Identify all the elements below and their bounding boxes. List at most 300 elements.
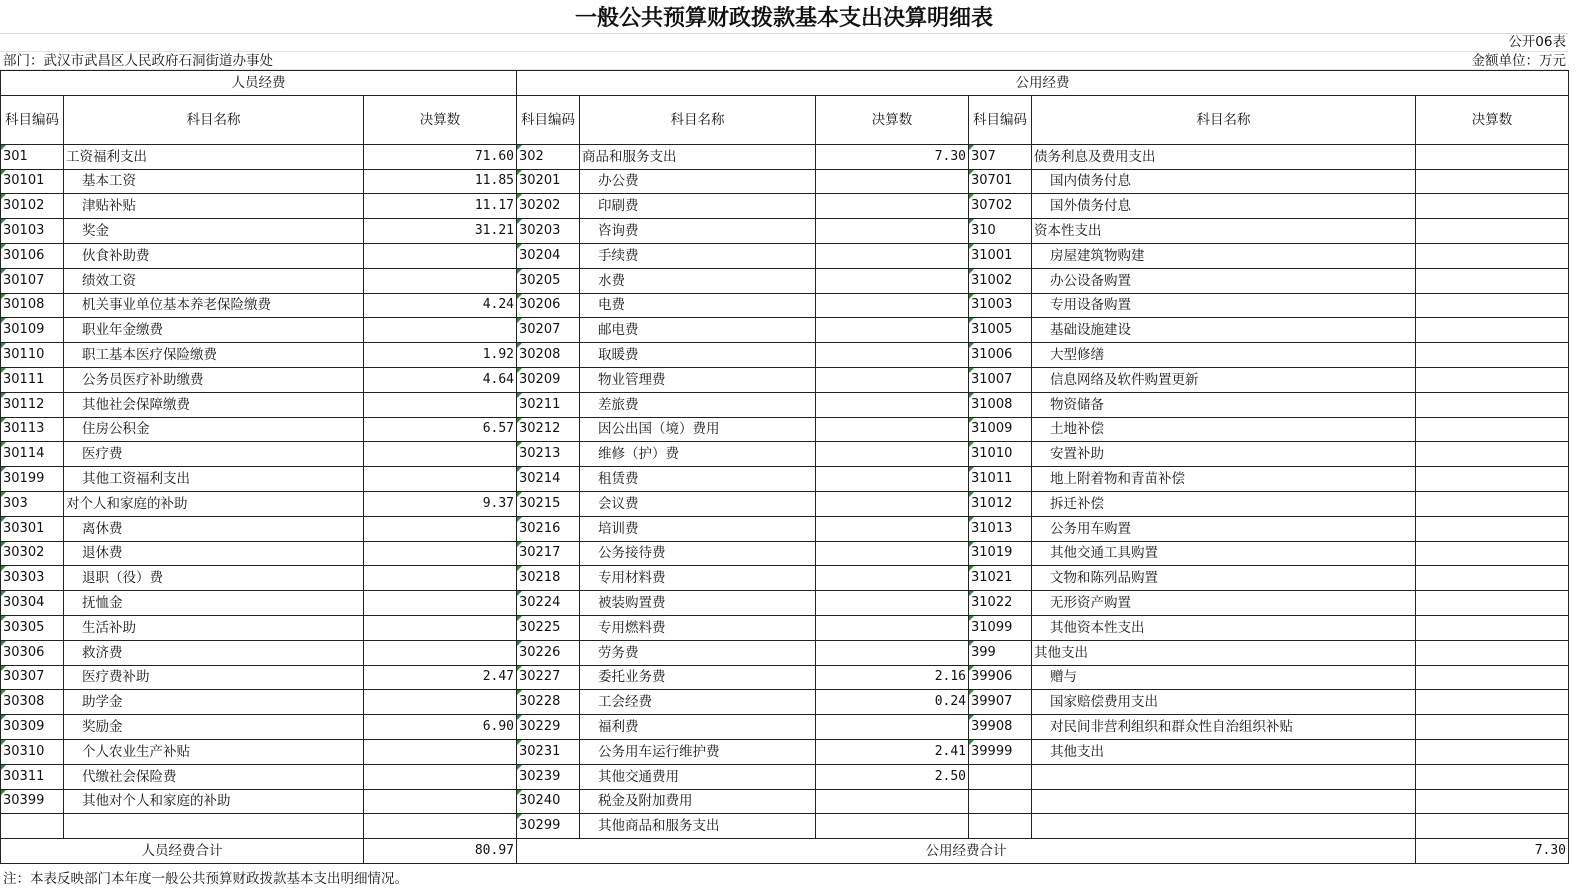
amount-cell[interactable] xyxy=(1416,417,1569,442)
table-row xyxy=(1,566,1569,591)
subject-code-cell[interactable]: 30202 xyxy=(517,194,580,219)
subject-code-cell[interactable]: 31002 xyxy=(969,268,1032,293)
amount-cell[interactable]: 4.64 xyxy=(364,367,517,392)
amount-cell[interactable] xyxy=(1416,789,1569,814)
subject-name-cell[interactable] xyxy=(1032,814,1416,839)
subject-code-cell[interactable]: 302 xyxy=(517,144,580,169)
table-note: 注：本表反映部门本年度一般公共预算财政拨款基本支出明细情况。 xyxy=(3,871,408,887)
subject-code-cell[interactable]: 30208 xyxy=(517,343,580,368)
subject-name-cell[interactable]: 无形资产购置 xyxy=(1032,591,1416,616)
subject-name-cell[interactable]: 其他商品和服务支出 xyxy=(580,814,816,839)
table-row xyxy=(1,169,1569,194)
amount-cell[interactable] xyxy=(816,392,969,417)
amount-cell[interactable] xyxy=(1416,268,1569,293)
subject-name-cell[interactable]: 邮电费 xyxy=(580,318,816,343)
subject-code-cell[interactable]: 30299 xyxy=(517,814,580,839)
amount-cell[interactable] xyxy=(1416,516,1569,541)
subject-name-cell[interactable]: 生活补助 xyxy=(64,615,364,640)
subject-name-cell[interactable]: 绩效工资 xyxy=(64,268,364,293)
subject-code-cell[interactable]: 31011 xyxy=(969,467,1032,492)
subject-code-cell[interactable]: 307 xyxy=(969,144,1032,169)
amount-cell[interactable] xyxy=(1416,318,1569,343)
subject-name-cell[interactable]: 专用燃料费 xyxy=(580,615,816,640)
table-row xyxy=(1,814,1569,839)
subject-code-cell[interactable]: 30308 xyxy=(1,690,64,715)
subject-code-cell[interactable]: 31019 xyxy=(969,541,1032,566)
amount-cell[interactable] xyxy=(1416,715,1569,740)
subject-code-cell[interactable]: 30103 xyxy=(1,219,64,244)
subject-code-cell[interactable]: 30204 xyxy=(517,243,580,268)
subject-name-cell[interactable]: 公务接待费 xyxy=(580,541,816,566)
subject-code-cell[interactable]: 30310 xyxy=(1,739,64,764)
amount-cell[interactable] xyxy=(1416,243,1569,268)
amount-cell[interactable] xyxy=(1416,144,1569,169)
subject-name-cell[interactable]: 医疗费补助 xyxy=(64,665,364,690)
table-row xyxy=(1,591,1569,616)
table-row xyxy=(1,392,1569,417)
subject-code-cell[interactable]: 30213 xyxy=(517,442,580,467)
amount-cell[interactable] xyxy=(816,169,969,194)
table-row xyxy=(1,268,1569,293)
subject-code-cell[interactable]: 31021 xyxy=(969,566,1032,591)
department-label: 部门：武汉市武昌区人民政府石洞街道办事处 xyxy=(3,53,273,69)
subject-name-cell[interactable]: 对民间非营利组织和群众性自治组织补贴 xyxy=(1032,715,1416,740)
expenditure-table xyxy=(0,70,1569,864)
col-name-header: 科目名称 xyxy=(1032,95,1416,144)
subject-code-cell[interactable]: 39999 xyxy=(969,739,1032,764)
amount-cell[interactable] xyxy=(1416,194,1569,219)
subject-code-cell[interactable] xyxy=(969,789,1032,814)
page-title: 一般公共预算财政拨款基本支出决算明细表 xyxy=(0,0,1568,34)
amount-cell[interactable] xyxy=(364,764,517,789)
subject-name-cell[interactable]: 大型修缮 xyxy=(1032,343,1416,368)
amount-cell[interactable]: 11.17 xyxy=(364,194,517,219)
subject-name-cell[interactable]: 取暖费 xyxy=(580,343,816,368)
subject-code-cell[interactable]: 30309 xyxy=(1,715,64,740)
subject-code-cell[interactable]: 30224 xyxy=(517,591,580,616)
subject-name-cell[interactable]: 工会经费 xyxy=(580,690,816,715)
subject-code-cell[interactable]: 30112 xyxy=(1,392,64,417)
subject-code-cell[interactable]: 30306 xyxy=(1,640,64,665)
subject-name-cell[interactable]: 基本工资 xyxy=(64,169,364,194)
subject-name-cell[interactable]: 国外债务付息 xyxy=(1032,194,1416,219)
amount-cell[interactable] xyxy=(1416,169,1569,194)
table-row xyxy=(1,318,1569,343)
subject-code-cell[interactable]: 30226 xyxy=(517,640,580,665)
subject-name-cell[interactable]: 办公费 xyxy=(580,169,816,194)
subject-code-cell[interactable]: 30229 xyxy=(517,715,580,740)
subject-code-cell[interactable]: 30214 xyxy=(517,467,580,492)
subject-name-cell[interactable]: 咨询费 xyxy=(580,219,816,244)
subject-name-cell[interactable]: 退职（役）费 xyxy=(64,566,364,591)
subject-name-cell[interactable]: 办公设备购置 xyxy=(1032,268,1416,293)
public-total-value: 7.30 xyxy=(1416,839,1569,864)
subject-code-cell[interactable]: 30399 xyxy=(1,789,64,814)
subject-code-cell[interactable]: 30215 xyxy=(517,491,580,516)
subject-code-cell[interactable]: 310 xyxy=(969,219,1032,244)
subject-name-cell[interactable] xyxy=(64,814,364,839)
amount-cell[interactable] xyxy=(364,318,517,343)
subject-code-cell[interactable]: 30231 xyxy=(517,739,580,764)
subject-name-cell[interactable]: 房屋建筑物购建 xyxy=(1032,243,1416,268)
amount-cell[interactable] xyxy=(1416,739,1569,764)
col-code-header: 科目编码 xyxy=(969,95,1032,144)
amount-cell[interactable]: 2.41 xyxy=(816,739,969,764)
col-amount-header: 决算数 xyxy=(364,95,517,144)
table-row xyxy=(1,417,1569,442)
subject-name-cell[interactable]: 抚恤金 xyxy=(64,591,364,616)
amount-cell[interactable] xyxy=(364,566,517,591)
subject-code-cell[interactable]: 30217 xyxy=(517,541,580,566)
subject-code-cell[interactable]: 30110 xyxy=(1,343,64,368)
col-name-header: 科目名称 xyxy=(580,95,816,144)
amount-cell[interactable]: 1.92 xyxy=(364,343,517,368)
subject-name-cell[interactable]: 差旅费 xyxy=(580,392,816,417)
table-row xyxy=(1,715,1569,740)
subject-name-cell[interactable]: 商品和服务支出 xyxy=(580,144,816,169)
subject-code-cell[interactable]: 30701 xyxy=(969,169,1032,194)
subject-name-cell[interactable]: 福利费 xyxy=(580,715,816,740)
subject-code-cell[interactable]: 31013 xyxy=(969,516,1032,541)
amount-cell[interactable]: 6.57 xyxy=(364,417,517,442)
amount-cell[interactable]: 9.37 xyxy=(364,491,517,516)
subject-code-cell[interactable]: 30227 xyxy=(517,665,580,690)
subject-code-cell[interactable]: 30211 xyxy=(517,392,580,417)
subject-name-cell[interactable] xyxy=(1032,789,1416,814)
amount-cell[interactable] xyxy=(816,491,969,516)
subject-name-cell[interactable]: 奖金 xyxy=(64,219,364,244)
subject-name-cell[interactable]: 其他支出 xyxy=(1032,739,1416,764)
subject-name-cell[interactable]: 地上附着物和青苗补偿 xyxy=(1032,467,1416,492)
table-row xyxy=(1,764,1569,789)
subject-code-cell[interactable] xyxy=(969,764,1032,789)
subject-name-cell[interactable]: 专用设备购置 xyxy=(1032,293,1416,318)
subject-name-cell[interactable]: 住房公积金 xyxy=(64,417,364,442)
amount-cell[interactable] xyxy=(816,615,969,640)
amount-cell[interactable] xyxy=(364,615,517,640)
subject-name-cell[interactable]: 助学金 xyxy=(64,690,364,715)
subject-name-cell[interactable]: 拆迁补偿 xyxy=(1032,491,1416,516)
subject-code-cell[interactable]: 30205 xyxy=(517,268,580,293)
amount-cell[interactable] xyxy=(1416,566,1569,591)
subject-name-cell[interactable]: 物资储备 xyxy=(1032,392,1416,417)
subject-code-cell[interactable]: 31005 xyxy=(969,318,1032,343)
subject-name-cell[interactable]: 其他对个人和家庭的补助 xyxy=(64,789,364,814)
subject-code-cell[interactable]: 31003 xyxy=(969,293,1032,318)
subject-name-cell[interactable]: 信息网络及软件购置更新 xyxy=(1032,367,1416,392)
table-row xyxy=(1,615,1569,640)
subject-code-cell[interactable]: 30311 xyxy=(1,764,64,789)
amount-cell[interactable] xyxy=(816,442,969,467)
subject-name-cell[interactable]: 医疗费 xyxy=(64,442,364,467)
amount-cell[interactable] xyxy=(1416,367,1569,392)
subject-code-cell[interactable]: 303 xyxy=(1,491,64,516)
table-row xyxy=(1,690,1569,715)
subject-code-cell[interactable]: 31009 xyxy=(969,417,1032,442)
amount-cell[interactable] xyxy=(364,392,517,417)
amount-cell[interactable] xyxy=(1416,467,1569,492)
subject-name-cell[interactable]: 离休费 xyxy=(64,516,364,541)
amount-cell[interactable]: 0.24 xyxy=(816,690,969,715)
col-name-header: 科目名称 xyxy=(64,95,364,144)
amount-cell[interactable] xyxy=(1416,665,1569,690)
subject-name-cell[interactable]: 工资福利支出 xyxy=(64,144,364,169)
subject-code-cell[interactable]: 31007 xyxy=(969,367,1032,392)
subject-code-cell[interactable]: 39906 xyxy=(969,665,1032,690)
subject-code-cell[interactable]: 39908 xyxy=(969,715,1032,740)
subject-code-cell[interactable]: 30101 xyxy=(1,169,64,194)
subject-name-cell[interactable]: 债务利息及费用支出 xyxy=(1032,144,1416,169)
subject-code-cell[interactable]: 31010 xyxy=(969,442,1032,467)
amount-cell[interactable] xyxy=(816,640,969,665)
table-row xyxy=(1,343,1569,368)
amount-cell[interactable] xyxy=(816,541,969,566)
amount-cell[interactable] xyxy=(1416,219,1569,244)
col-amount-header: 决算数 xyxy=(1416,95,1569,144)
subject-name-cell[interactable]: 其他资本性支出 xyxy=(1032,615,1416,640)
subject-name-cell[interactable]: 专用材料费 xyxy=(580,566,816,591)
subject-name-cell[interactable]: 税金及附加费用 xyxy=(580,789,816,814)
amount-cell[interactable] xyxy=(816,194,969,219)
subject-name-cell[interactable]: 租赁费 xyxy=(580,467,816,492)
amount-cell[interactable]: 2.50 xyxy=(816,764,969,789)
subject-code-cell[interactable] xyxy=(969,814,1032,839)
subject-code-cell[interactable]: 31006 xyxy=(969,343,1032,368)
amount-cell[interactable] xyxy=(816,243,969,268)
table-row xyxy=(1,467,1569,492)
subject-code-cell[interactable]: 30216 xyxy=(517,516,580,541)
table-row xyxy=(1,194,1569,219)
subject-code-cell[interactable]: 30702 xyxy=(969,194,1032,219)
subject-name-cell[interactable]: 被装购置费 xyxy=(580,591,816,616)
subject-code-cell[interactable]: 30218 xyxy=(517,566,580,591)
subject-code-cell[interactable]: 30107 xyxy=(1,268,64,293)
col-code-header: 科目编码 xyxy=(517,95,580,144)
subject-name-cell[interactable]: 职业年金缴费 xyxy=(64,318,364,343)
amount-cell[interactable] xyxy=(364,541,517,566)
subject-name-cell[interactable]: 安置补助 xyxy=(1032,442,1416,467)
amount-cell[interactable] xyxy=(364,467,517,492)
amount-cell[interactable] xyxy=(816,293,969,318)
subject-code-cell[interactable]: 30113 xyxy=(1,417,64,442)
subject-name-cell[interactable]: 救济费 xyxy=(64,640,364,665)
subject-code-cell[interactable]: 30239 xyxy=(517,764,580,789)
table-row xyxy=(1,144,1569,169)
subject-name-cell[interactable]: 伙食补助费 xyxy=(64,243,364,268)
subject-name-cell[interactable]: 赠与 xyxy=(1032,665,1416,690)
subject-code-cell[interactable]: 30201 xyxy=(517,169,580,194)
subject-name-cell[interactable]: 对个人和家庭的补助 xyxy=(64,491,364,516)
subject-code-cell[interactable]: 30207 xyxy=(517,318,580,343)
public-total-label: 公用经费合计 xyxy=(517,839,1416,864)
subject-name-cell[interactable]: 会议费 xyxy=(580,491,816,516)
subject-name-cell[interactable]: 培训费 xyxy=(580,516,816,541)
col-amount-header: 决算数 xyxy=(816,95,969,144)
subject-code-cell[interactable]: 30240 xyxy=(517,789,580,814)
subject-name-cell[interactable]: 退休费 xyxy=(64,541,364,566)
subject-name-cell[interactable]: 劳务费 xyxy=(580,640,816,665)
table-row xyxy=(1,665,1569,690)
subject-code-cell[interactable]: 399 xyxy=(969,640,1032,665)
amount-cell[interactable]: 2.47 xyxy=(364,665,517,690)
subject-code-cell[interactable]: 30225 xyxy=(517,615,580,640)
subject-name-cell[interactable]: 其他工资福利支出 xyxy=(64,467,364,492)
table-row xyxy=(1,541,1569,566)
subject-code-cell[interactable]: 30106 xyxy=(1,243,64,268)
amount-cell[interactable]: 6.90 xyxy=(364,715,517,740)
amount-cell[interactable] xyxy=(1416,293,1569,318)
subject-name-cell[interactable]: 因公出国（境）费用 xyxy=(580,417,816,442)
amount-cell[interactable] xyxy=(1416,814,1569,839)
subject-name-cell[interactable]: 国内债务付息 xyxy=(1032,169,1416,194)
form-code: 公开06表 xyxy=(1508,34,1566,50)
subject-name-cell[interactable]: 委托业务费 xyxy=(580,665,816,690)
amount-cell[interactable] xyxy=(816,789,969,814)
subject-name-cell[interactable]: 文物和陈列品购置 xyxy=(1032,566,1416,591)
subject-code-cell[interactable]: 31099 xyxy=(969,615,1032,640)
subject-name-cell[interactable]: 公务用车购置 xyxy=(1032,516,1416,541)
subject-name-cell[interactable]: 资本性支出 xyxy=(1032,219,1416,244)
amount-cell[interactable] xyxy=(816,591,969,616)
amount-cell[interactable] xyxy=(816,715,969,740)
subject-code-cell[interactable]: 30203 xyxy=(517,219,580,244)
subject-name-cell[interactable]: 津贴补贴 xyxy=(64,194,364,219)
amount-cell[interactable] xyxy=(816,318,969,343)
table-row xyxy=(1,516,1569,541)
subject-name-cell[interactable]: 代缴社会保险费 xyxy=(64,764,364,789)
amount-cell[interactable]: 4.24 xyxy=(364,293,517,318)
subject-name-cell[interactable]: 其他社会保障缴费 xyxy=(64,392,364,417)
amount-cell[interactable] xyxy=(816,417,969,442)
subject-name-cell[interactable]: 印刷费 xyxy=(580,194,816,219)
amount-cell[interactable] xyxy=(1416,541,1569,566)
table-row xyxy=(1,243,1569,268)
table-row xyxy=(1,293,1569,318)
amount-cell[interactable] xyxy=(364,640,517,665)
subject-code-cell[interactable]: 30209 xyxy=(517,367,580,392)
subject-name-cell[interactable]: 其他交通工具购置 xyxy=(1032,541,1416,566)
amount-cell[interactable] xyxy=(1416,491,1569,516)
amount-cell[interactable] xyxy=(364,789,517,814)
amount-cell[interactable] xyxy=(1416,690,1569,715)
subject-name-cell[interactable]: 机关事业单位基本养老保险缴费 xyxy=(64,293,364,318)
amount-cell[interactable] xyxy=(364,690,517,715)
subject-code-cell[interactable] xyxy=(1,814,64,839)
subject-code-cell[interactable]: 30102 xyxy=(1,194,64,219)
subject-code-cell[interactable]: 31022 xyxy=(969,591,1032,616)
subject-code-cell[interactable]: 301 xyxy=(1,144,64,169)
amount-cell[interactable] xyxy=(816,566,969,591)
amount-cell[interactable] xyxy=(364,516,517,541)
col-code-header: 科目编码 xyxy=(1,95,64,144)
amount-cell[interactable]: 11.85 xyxy=(364,169,517,194)
amount-cell[interactable] xyxy=(1416,640,1569,665)
amount-cell[interactable] xyxy=(364,739,517,764)
subject-name-cell[interactable]: 电费 xyxy=(580,293,816,318)
spreadsheet-band xyxy=(0,33,1568,52)
subject-name-cell[interactable]: 物业管理费 xyxy=(580,367,816,392)
table-body xyxy=(1,144,1569,838)
subject-code-cell[interactable]: 30301 xyxy=(1,516,64,541)
amount-cell[interactable] xyxy=(816,268,969,293)
subject-code-cell[interactable]: 31008 xyxy=(969,392,1032,417)
subject-code-cell[interactable]: 39907 xyxy=(969,690,1032,715)
amount-cell[interactable] xyxy=(816,467,969,492)
subject-code-cell[interactable]: 30108 xyxy=(1,293,64,318)
subject-name-cell[interactable]: 公务用车运行维护费 xyxy=(580,739,816,764)
subject-code-cell[interactable]: 30228 xyxy=(517,690,580,715)
subject-code-cell[interactable]: 30199 xyxy=(1,467,64,492)
table-row xyxy=(1,219,1569,244)
subject-code-cell[interactable]: 30114 xyxy=(1,442,64,467)
amount-cell[interactable] xyxy=(364,814,517,839)
subject-code-cell[interactable]: 30307 xyxy=(1,665,64,690)
subject-name-cell[interactable] xyxy=(1032,764,1416,789)
subject-code-cell[interactable]: 31012 xyxy=(969,491,1032,516)
amount-cell[interactable] xyxy=(816,814,969,839)
amount-cell[interactable] xyxy=(1416,615,1569,640)
section-public-header: 公用经费 xyxy=(517,71,1569,96)
amount-cell[interactable] xyxy=(816,516,969,541)
amount-cell[interactable] xyxy=(364,268,517,293)
subject-name-cell[interactable]: 维修（护）费 xyxy=(580,442,816,467)
amount-cell[interactable] xyxy=(1416,442,1569,467)
subject-code-cell[interactable]: 31001 xyxy=(969,243,1032,268)
amount-cell[interactable]: 2.16 xyxy=(816,665,969,690)
subject-name-cell[interactable]: 土地补偿 xyxy=(1032,417,1416,442)
amount-cell[interactable] xyxy=(1416,764,1569,789)
amount-cell[interactable] xyxy=(1416,343,1569,368)
subject-code-cell[interactable]: 30206 xyxy=(517,293,580,318)
amount-cell[interactable] xyxy=(364,591,517,616)
subject-code-cell[interactable]: 30109 xyxy=(1,318,64,343)
subject-code-cell[interactable]: 30212 xyxy=(517,417,580,442)
amount-cell[interactable]: 31.21 xyxy=(364,219,517,244)
amount-cell[interactable] xyxy=(364,243,517,268)
subject-name-cell[interactable]: 国家赔偿费用支出 xyxy=(1032,690,1416,715)
personnel-total-value: 80.97 xyxy=(364,839,517,864)
section-personnel-header: 人员经费 xyxy=(1,71,517,96)
table-row xyxy=(1,640,1569,665)
subject-name-cell[interactable]: 公务员医疗补助缴费 xyxy=(64,367,364,392)
subject-code-cell[interactable]: 30111 xyxy=(1,367,64,392)
subject-name-cell[interactable]: 职工基本医疗保险缴费 xyxy=(64,343,364,368)
amount-cell[interactable] xyxy=(816,343,969,368)
personnel-total-label: 人员经费合计 xyxy=(1,839,364,864)
subject-name-cell[interactable]: 基础设施建设 xyxy=(1032,318,1416,343)
amount-cell[interactable] xyxy=(1416,392,1569,417)
table-row xyxy=(1,442,1569,467)
amount-cell[interactable] xyxy=(816,219,969,244)
subject-name-cell[interactable]: 其他支出 xyxy=(1032,640,1416,665)
subject-name-cell[interactable]: 手续费 xyxy=(580,243,816,268)
amount-cell[interactable]: 71.60 xyxy=(364,144,517,169)
subject-code-cell[interactable]: 30303 xyxy=(1,566,64,591)
amount-cell[interactable] xyxy=(1416,591,1569,616)
amount-cell[interactable] xyxy=(816,367,969,392)
subject-name-cell[interactable]: 个人农业生产补贴 xyxy=(64,739,364,764)
amount-unit-label: 金额单位：万元 xyxy=(1471,53,1566,69)
table-row xyxy=(1,789,1569,814)
amount-cell[interactable] xyxy=(364,442,517,467)
subject-code-cell[interactable]: 30304 xyxy=(1,591,64,616)
amount-cell[interactable]: 7.30 xyxy=(816,144,969,169)
subject-name-cell[interactable]: 其他交通费用 xyxy=(580,764,816,789)
subject-code-cell[interactable]: 30302 xyxy=(1,541,64,566)
subject-name-cell[interactable]: 奖励金 xyxy=(64,715,364,740)
subject-name-cell[interactable]: 水费 xyxy=(580,268,816,293)
subject-code-cell[interactable]: 30305 xyxy=(1,615,64,640)
